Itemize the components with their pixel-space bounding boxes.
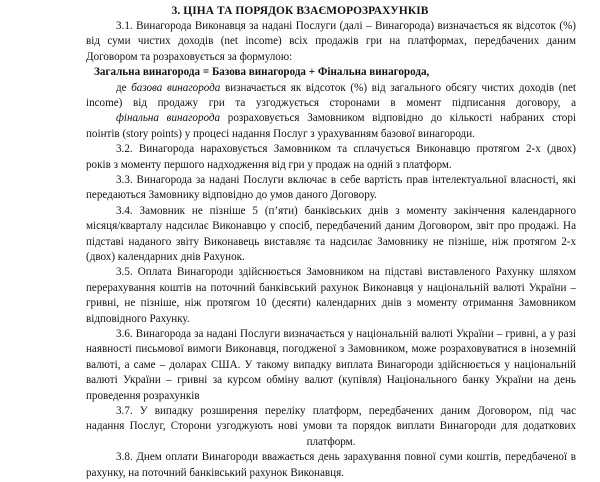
clause-3-1-line: від суми чистих доходів (net income) всіх продажів гри на платформах, передбачених даним [86, 35, 576, 48]
clause-3-7-line: платформ. [306, 435, 356, 448]
clause-3-7-line: надання Послуг, Сторони узгоджують нові умови та порядок виплати Винагороди для додаткових [86, 420, 576, 433]
clause-3-5-line: перерахування коштів на поточний банківський рахунок Виконавця у національній валюті України – [86, 281, 576, 294]
clause-3-3-line: передаються Замовнику відповідно до умов даного Договору. [86, 189, 377, 202]
italic-term: фінальна винагорода [116, 112, 221, 125]
clause-3-4-line: (двох) календарних днів Рахунок. [86, 251, 245, 263]
clause-3-2-line: 3.2. Винагорода нараховується Замовником та сплачується Виконавцю протягом 2-х (двох) [116, 143, 576, 156]
clause-3-6-line: проведення розрахунків [86, 389, 200, 402]
clause-3-5-line: 3.5. Оплата Винагороди здійснюється Замовником на підставі виставленого Рахунку шляхом [116, 266, 576, 279]
clause-3-5-line: відповідного Рахунку. [86, 312, 190, 325]
clause-3-1-line: фінальна винагорода розраховується Замовником відповідно до кількості набраних сторі [116, 112, 576, 125]
clause-3-3-line: 3.3. Винагорода за надані Послуги включає в себе вартість прав інтелектуальної власності, які [116, 174, 576, 186]
clause-3-4-line: 3.4. Замовник не пізніше 5 (п’яти) банківських днів з моменту закінчення календарного [116, 204, 576, 217]
clause-3-4-line: місяця/кварталу надсилає Виконавцю у спосіб, передбачений даним Договором, звіт про продажі. На [86, 220, 576, 233]
clause-3-1-line: 3.1. Винагорода Виконавця за надані Послуги (далі – Винагорода) визначається як відсоток (%) [116, 20, 576, 32]
clause-3-6-line: 3.6. Винагорода за надані Послуги визначається у національній валюті України – гривні, а у разі [116, 328, 576, 340]
clause-3-4-line: підставі наданого звіту Виконавець виставляє та надсилає Замовнику не пізніше, ніж протягом 2-х [86, 235, 576, 248]
clause-3-8-line: рахунку, на поточний банківський рахунок Виконавця. [86, 466, 344, 479]
clause-3-2-line: років з моменту першого надходження від гри у продаж на одній з платформ. [86, 158, 452, 171]
clause-3-6-line: валюті України – гривні за курсом обміну валют (купівля) Національного банку України на день [86, 374, 576, 387]
clause-3-6-line: наявності письмової вимоги Виконавця, погодженої з Замовником, може розраховуватися в іноземній [86, 343, 576, 356]
clause-3-1-line: поінтів (story points) у процесі надання Послуг з урахуванням базової винагороди. [86, 127, 475, 140]
remuneration-formula: Загальна винагорода = Базова винагорода + Фінальна винагорода, [94, 66, 430, 79]
clause-3-7-line: 3.7. У випадку розширення переліку платформ, передбачених даним Договором, під час [116, 405, 576, 417]
clause-3-1-line: Договором та розраховується за формулою: [86, 50, 293, 63]
clause-3-5-line: гривні, не пізніше, ніж протягом 10 (десяти) календарних днів з моменту отримання Замовником [86, 297, 576, 310]
clause-3-1-line: де базова винагорода визначається як відсоток (%) від загального обсягу чистих доходів (net [116, 81, 576, 94]
clause-3-6-line: валюті, а саме – доларах США. У такому випадку виплата Винагороди здійснюється у національній [86, 358, 576, 371]
clause-3-8-line: 3.8. Днем оплати Винагороди вважається день зарахування повної суми коштів, передбаченої в [116, 451, 576, 464]
italic-term: базова винагорода [131, 81, 221, 94]
clause-3-1-line: income) від продажу гри та узгоджується сторонами в момент підписання договору, а [86, 97, 576, 109]
section-title: 3. ЦІНА ТА ПОРЯДОК ВЗАЄМОРОЗРАХУНКІВ [171, 5, 429, 17]
